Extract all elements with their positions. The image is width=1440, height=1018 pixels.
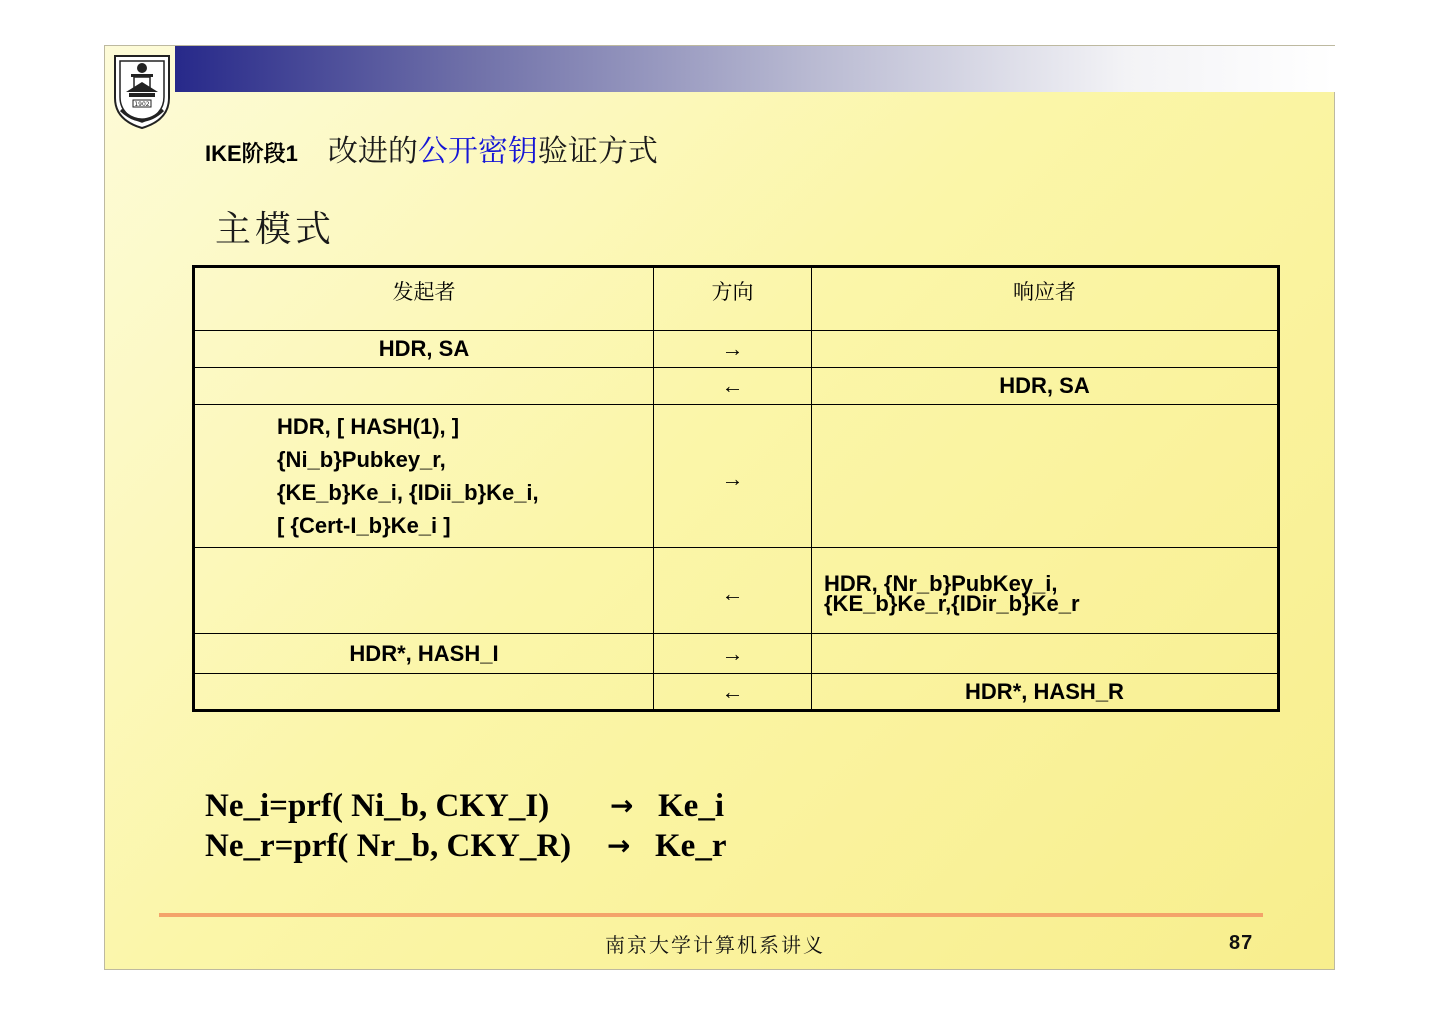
direction-cell: ←: [654, 548, 812, 634]
formula-lhs: Ne_i=prf( Ni_b, CKY_I): [205, 788, 550, 824]
protocol-table: [192, 265, 1280, 712]
formula-rhs: Ke_i: [658, 788, 724, 824]
responder-cell: HDR, SA: [812, 368, 1279, 405]
initiator-cell: [194, 548, 654, 634]
table-row: [194, 368, 1279, 405]
col-header-initiator: 发起者: [194, 267, 654, 331]
direction-cell: ←: [654, 368, 812, 405]
responder-line: {KE_b}Ke_r,{IDir_b}Ke_r: [824, 590, 1080, 616]
initiator-cell: HDR*, HASH_I: [194, 634, 654, 674]
formula-row: [205, 786, 726, 826]
formula-row: [205, 826, 726, 866]
formula-lhs: Ne_r=prf( Nr_b, CKY_R): [205, 828, 572, 864]
slide-title: [205, 126, 658, 169]
table-header-row: [194, 267, 1279, 331]
initiator-cell: HDR, SA: [194, 331, 654, 368]
subtitle: 主模式: [215, 209, 336, 250]
col-header-responder: 响应者: [812, 267, 1279, 331]
table-row: [194, 548, 1279, 634]
seal-year: 1902: [134, 101, 150, 108]
responder-cell: [812, 634, 1279, 674]
direction-cell: →: [654, 634, 812, 674]
footer-text: 南京大学计算机系讲义: [605, 933, 825, 957]
responder-cell: [812, 331, 1279, 368]
arrow-right-icon: →: [607, 829, 631, 862]
formula-rhs: Ke_r: [655, 828, 727, 864]
page-number: 87: [1229, 932, 1254, 954]
direction-cell: ←: [654, 674, 812, 711]
responder-cell: HDR*, HASH_R: [812, 674, 1279, 711]
title-part1: 改进的: [327, 134, 418, 169]
key-derivation-formulas: [205, 786, 726, 866]
table-row: [194, 331, 1279, 368]
responder-cell: [812, 548, 1279, 634]
initiator-line: [ {Cert-I_b}Ke_i ]: [277, 513, 451, 538]
footer-divider: [159, 913, 1263, 917]
initiator-cell: [194, 405, 654, 548]
responder-cell: [812, 405, 1279, 548]
direction-cell: →: [654, 331, 812, 368]
header-banner: [175, 46, 1335, 92]
responder-line: HDR, {Nr_b}PubKey_i,: [824, 570, 1058, 596]
title-part2: 验证方式: [537, 134, 658, 169]
university-seal-icon: [109, 48, 175, 130]
title-main: [328, 126, 658, 170]
initiator-cell: [194, 368, 654, 405]
slide: [104, 45, 1335, 970]
col-header-direction: 方向: [654, 267, 812, 331]
title-prefix: IKE阶段1: [205, 141, 298, 166]
initiator-line: {Ni_b}Pubkey_r,: [277, 447, 446, 472]
initiator-line: HDR, [ HASH(1), ]: [277, 414, 460, 439]
table-row: [194, 674, 1279, 711]
initiator-cell: [194, 674, 654, 711]
arrow-right-icon: →: [610, 789, 634, 822]
title-highlight: 公开密钥: [417, 134, 538, 169]
initiator-line: {KE_b}Ke_i, {IDii_b}Ke_i,: [277, 480, 539, 505]
table-row: [194, 405, 1279, 548]
table-row: [194, 634, 1279, 674]
direction-cell: →: [654, 405, 812, 548]
